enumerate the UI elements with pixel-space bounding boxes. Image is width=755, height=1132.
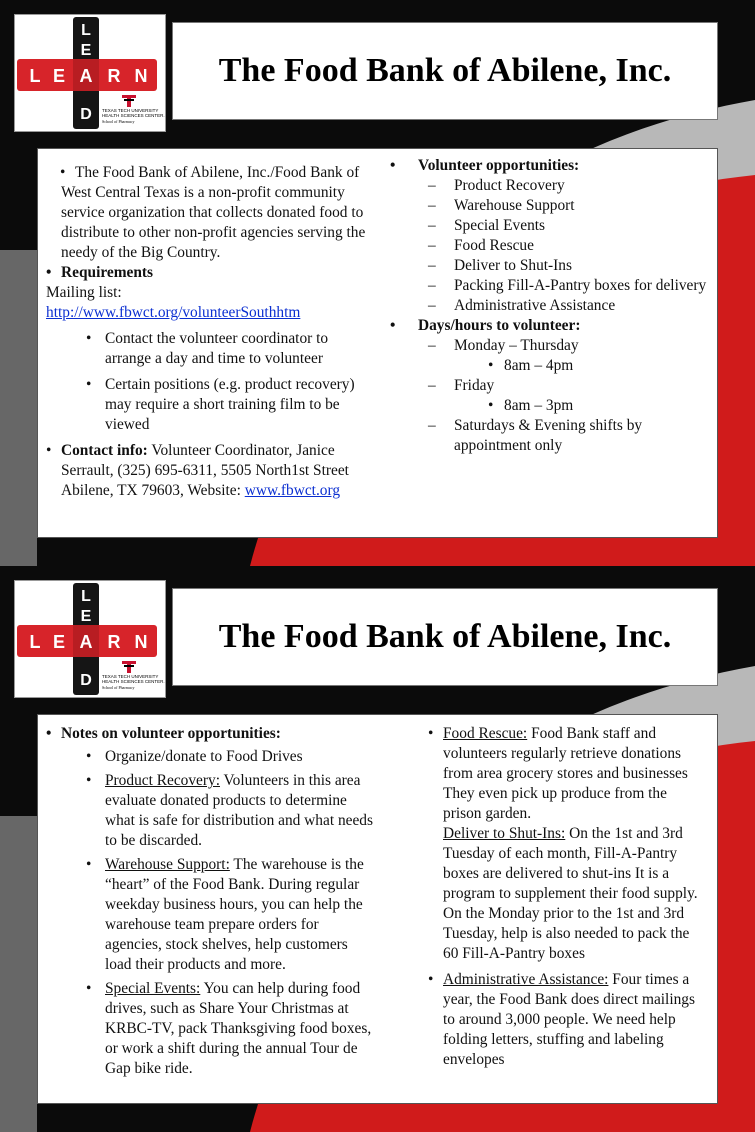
logo-caption-2: HEALTH SCIENCES CENTER. — [102, 113, 165, 118]
lead-learn-logo — [14, 580, 166, 698]
contact-text: Volunteer Coordinator, Janice Serrault, (325) 695-6311, 5505 North1st Street Abilene, TX 79603, Website: — [61, 442, 349, 499]
notes-list — [86, 747, 376, 1079]
product-recovery-text: Volunteers in this area evaluate donated products to determine what is safe for distribution and what needs to be discarded. — [105, 772, 373, 849]
logo-letter-e: E — [80, 608, 92, 625]
admin-text: Four times a year, the Food Bank does direct mailings to around 3,000 people. We need help folding letters, stuffing and labeling envelopes — [443, 971, 695, 1068]
list-item: – Administrative Assistance — [428, 296, 710, 316]
food-rescue-text: Food Bank staff and volunteers regularly retrieve donations from area grocery stores and businesses They even pick up produce from the prison garden. — [443, 725, 688, 822]
list-item: • Certain positions (e.g. product recovery) may require a short training film to be viewed — [86, 375, 368, 435]
warehouse-label: Warehouse Support: — [105, 856, 230, 873]
logo-letter: N — [134, 66, 148, 86]
list-item: – Packing Fill-A-Pantry boxes for delivery — [428, 276, 710, 296]
list-item: – Monday – Thursday — [428, 336, 710, 356]
list-item — [86, 771, 376, 851]
logo-caption-1: TEXAS TECH UNIVERSITY — [102, 108, 159, 113]
list-item: – Product Recovery — [428, 176, 710, 196]
texas-tech-double-t-icon — [122, 95, 136, 107]
days-list — [428, 336, 710, 456]
logo-caption-3: School of Pharmacy — [102, 119, 135, 124]
left-column — [46, 724, 376, 1079]
title-box — [172, 22, 718, 120]
mailing-label: Mailing list: — [46, 284, 122, 301]
shut-ins-label: Deliver to Shut-Ins: — [443, 825, 566, 842]
content-box — [37, 148, 718, 538]
admin-label: Administrative Assistance: — [443, 971, 609, 988]
website-link[interactable]: www.fbwct.org — [244, 482, 341, 499]
requirements-heading: • Requirements — [46, 263, 368, 283]
title-box — [172, 588, 718, 686]
list-item: • 8am – 4pm — [484, 356, 710, 376]
food-rescue-item — [428, 724, 708, 964]
left-column — [46, 163, 368, 501]
texas-tech-double-t-icon — [122, 661, 136, 673]
logo-letter: N — [134, 632, 148, 652]
food-rescue-label: Food Rescue: — [443, 725, 528, 742]
contact-label: Contact info: — [61, 442, 148, 459]
logo-letter-d: D — [80, 672, 92, 689]
logo-letter: A — [79, 632, 93, 652]
list-item: • 8am – 3pm — [484, 396, 710, 416]
shut-ins-text: On the 1st and 3rd Tuesday of each month, Fill-A-Pantry boxes are delivered to shut-ins It is a program to supplement their food supply. On the Monday prior to the 1st and 3rd Tuesday, help is also needed to pack the 60 Fill-A-Pantry boxes — [443, 825, 698, 962]
lead-learn-logo — [14, 14, 166, 132]
special-events-label: Special Events: — [105, 980, 201, 997]
logo-caption-2: HEALTH SCIENCES CENTER. — [102, 679, 165, 684]
logo-letter-l: L — [81, 22, 91, 39]
logo-caption-1: TEXAS TECH UNIVERSITY — [102, 674, 159, 679]
logo-letter-l: L — [81, 588, 91, 605]
logo-caption-3: School of Pharmacy — [102, 685, 135, 690]
list-item — [86, 855, 376, 975]
notes-heading: • Notes on volunteer opportunities: — [46, 724, 376, 744]
slide-title: The Food Bank of Abilene, Inc. — [218, 52, 672, 89]
opportunities-list — [428, 176, 710, 316]
logo-letter: L — [29, 632, 41, 652]
list-item: • Organize/donate to Food Drives — [86, 747, 376, 767]
list-item: – Saturdays & Evening shifts by appointment only — [428, 416, 710, 456]
logo-letter-d: D — [80, 106, 92, 123]
admin-item — [428, 970, 708, 1070]
list-item: – Special Events — [428, 216, 710, 236]
logo-letter: R — [107, 632, 121, 652]
right-column — [390, 156, 710, 456]
contact-info — [46, 441, 368, 501]
logo-letter: E — [52, 632, 66, 652]
special-events-text: You can help during food drives, such as Share Your Christmas at KRBC-TV, pack Thanksgiving food boxes, or work a shift during the annual Tour de Gap bike ride. — [105, 980, 372, 1077]
opportunities-heading: • Volunteer opportunities: — [390, 156, 710, 176]
mailing-list-link[interactable]: http://www.fbwct.org/volunteerSouthhtm — [46, 304, 301, 321]
slide-2 — [0, 566, 755, 1132]
list-item: – Food Rescue — [428, 236, 710, 256]
product-recovery-label: Product Recovery: — [105, 772, 220, 789]
list-item: – Warehouse Support — [428, 196, 710, 216]
list-item: • Contact the volunteer coordinator to arrange a day and time to volunteer — [86, 329, 368, 369]
requirements-list — [86, 329, 368, 435]
list-item: – Friday — [428, 376, 710, 396]
warehouse-text: The warehouse is the “heart” of the Food Bank. During regular weekday business hours, you can help the warehouse team prepare orders for agencies, stock shelves, help customers load their products and more. — [105, 856, 364, 973]
intro-paragraph — [46, 163, 368, 263]
slide-title: The Food Bank of Abilene, Inc. — [218, 618, 672, 655]
list-item: – Deliver to Shut-Ins — [428, 256, 710, 276]
list-item — [86, 979, 376, 1079]
content-box — [37, 714, 718, 1104]
logo-letter: A — [79, 66, 93, 86]
days-heading: • Days/hours to volunteer: — [390, 316, 710, 336]
logo-letter: L — [29, 66, 41, 86]
right-column — [428, 724, 708, 1070]
logo-letter: E — [52, 66, 66, 86]
intro-text: The Food Bank of Abilene, Inc./Food Bank of West Central Texas is a non-profit community service organization that collects donated food to distribute to other non-profit agencies serving the needy of the Big Country. — [61, 164, 366, 261]
logo-letter: R — [107, 66, 121, 86]
logo-letter-e: E — [80, 42, 92, 59]
